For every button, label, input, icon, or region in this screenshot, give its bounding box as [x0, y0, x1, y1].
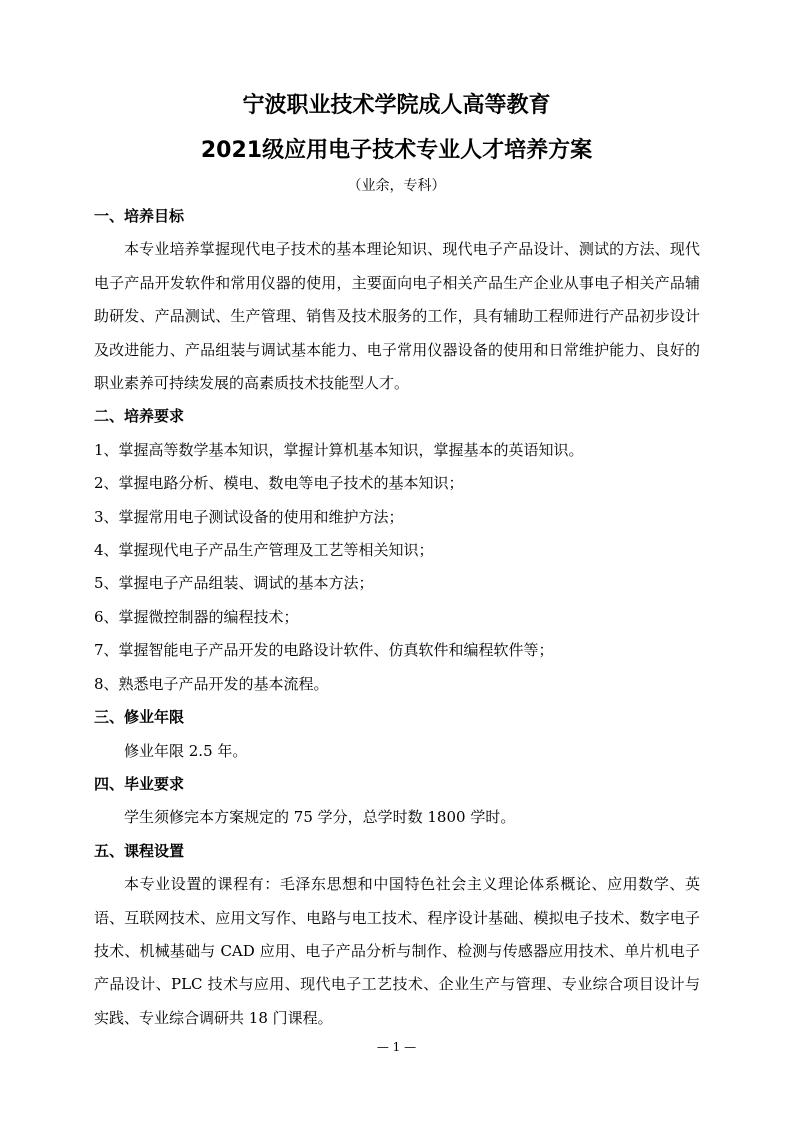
list-item: 8、熟悉电子产品开发的基本流程。 — [94, 674, 329, 693]
list-item: 2、掌握电路分析、模电、数电等电子技术的基本知识； — [94, 474, 464, 493]
list-item: 3、掌握常用电子测试设备的使用和维护方法； — [94, 507, 404, 526]
document-body — [94, 200, 700, 1035]
section-heading: 一、培养目标 — [94, 207, 185, 225]
list-item: 1、掌握高等数学基本知识，掌握计算机基本知识，掌握基本的英语知识。 — [94, 440, 584, 459]
document-title-line1: 宁波职业技术学院成人高等教育 — [242, 93, 551, 118]
section-paragraph: 本专业培养掌握现代电子技术的基本理论知识、现代电子产品设计、测试的方法、现代电子产品开发软件和常用仪器的使用，主要面向电子相关产品生产企业从事电子相关产品辅助研发、产品测试、生产管理、销售及技术服务的工作，具有辅助工程师进行产品初步设计及改进能力、产品组装与调试基本能力、电子常用仪器设备的使用和日常维护能力、良好的职业素养可持续发展的高素质技术技能型人才。 — [94, 240, 700, 393]
section-heading: 三、修业年限 — [94, 708, 185, 727]
section-paragraph: 本专业设置的课程有：毛泽东思想和中国特色社会主义理论体系概论、应用数学、英语、互联网技术、应用文写作、电路与电工技术、程序设计基础、模拟电子技术、数字电子技术、机械基础与 CAD 应用、电子产品分析与制作、检测与传感器应用技术、单片机电子产品设计、PLC 技术与应用、现代电子工艺技术、企业生产与管理、专业综合项目设计与实践、专业综合调研共 18 门课程。 — [94, 875, 700, 1027]
section-heading: 二、培养要求 — [94, 407, 185, 426]
section-paragraph: 学生须修完本方案规定的 75 学分，总学时数 1800 学时。 — [124, 808, 516, 827]
list-item: 7、掌握智能电子产品开发的电路设计软件、仿真软件和编程软件等； — [94, 641, 554, 660]
list-item: 6、掌握微控制器的编程技术； — [94, 607, 299, 626]
document-subtitle: （业余，专科） — [347, 178, 446, 194]
page-number: — 1 — — [376, 1040, 417, 1054]
section-heading: 五、课程设置 — [94, 841, 185, 860]
list-item: 5、掌握电子产品组装、调试的基本方法； — [94, 574, 374, 593]
section-paragraph: 修业年限 2.5 年。 — [124, 741, 248, 760]
list-item: 4、掌握现代电子产品生产管理及工艺等相关知识； — [94, 541, 434, 560]
document-title-line2: 2021级应用电子技术专业人才培养方案 — [200, 138, 593, 163]
section-heading: 四、毕业要求 — [94, 774, 185, 793]
